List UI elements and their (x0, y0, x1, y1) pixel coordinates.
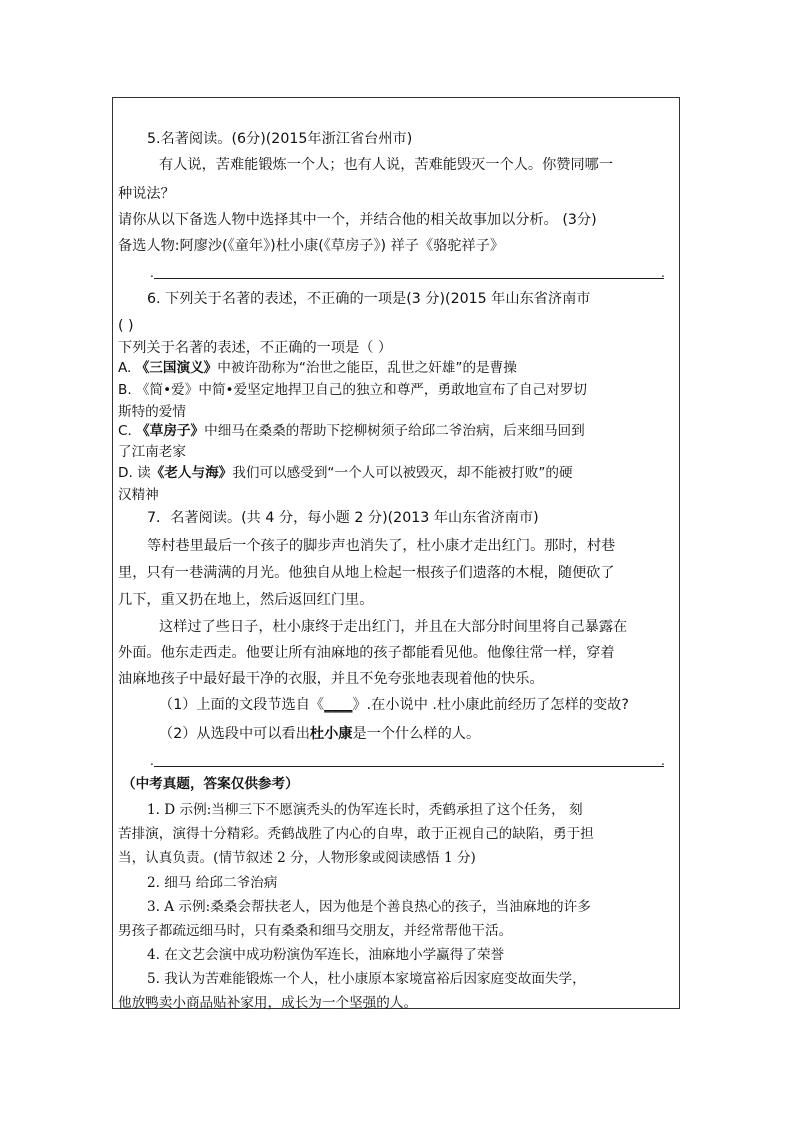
q7-passage: 这样过了些日子，杜小康终于走出红门，并且在大部分时间里将自己暴露在 (159, 619, 628, 635)
answer-3: 男孩子都疏远细马时，只有桑桑和细马交朋友，并经常帮他干活。 (118, 923, 513, 939)
answer-line[interactable] (154, 278, 664, 279)
q5-title: 5.名著阅读。(6分)(2015年浙江省台州市) (147, 131, 413, 147)
q6-stem: 下列关于名著的表述，不正确的一项是（ ） (118, 340, 393, 356)
q6-option-d: D. 读《老人与海》我们可以感受到“一个人可以被毁灭，却不能被打败”的硬 (118, 465, 573, 481)
q6-title: 6. 下列关于名著的表述，不正确的一项是(3 分)(2015 年山东省济南市 (147, 291, 591, 307)
q7-passage: 外面。他东走西走。他要让所有油麻地的孩子都能看见他。他像往常一样，穿着 (118, 645, 615, 661)
answer-2: 2. 细马 给邱二爷治病 (147, 875, 278, 891)
answer-1: 当，认真负责。(情节叙述 2 分，人物形象或阅读感悟 1 分) (118, 850, 476, 866)
answer-line-dot: . (150, 266, 154, 280)
answer-line[interactable] (154, 766, 664, 767)
q6-option-a: A. 《三国演义》中被许劭称为“治世之能臣，乱世之奸雄”的是曹操 (118, 360, 517, 376)
answer-1: 苦排演，演得十分精彩。秃鹤战胜了内心的自卑，敢于正视自己的缺陷，勇于担 (118, 826, 594, 842)
answer-line-dot: . (150, 754, 154, 768)
q6-paren: ( ) (118, 318, 134, 334)
q7-sub-question-1: （1）上面的文段节选自《____》.在小说中 .杜小康此前经历了怎样的变故? (159, 697, 629, 713)
q6-option-d: 汉精神 (118, 487, 159, 503)
q5-line: 种说法？ (118, 186, 175, 202)
q7-passage: 油麻地孩子中最好最干净的衣服，并且不免夸张地表现着他的快乐。 (118, 671, 544, 687)
q7-passage: 里，只有一巷满满的月光。他独自从地上检起一根孩子们遗落的木棍，随便砍了 (118, 565, 615, 581)
q5-line: 请你从以下备选人物中选择其中一个，并结合他的相关故事加以分析。 (3分) (118, 212, 597, 228)
answer-5: 他放鸭卖小商品贴补家用，成长为一个坚强的人。 (118, 995, 418, 1011)
q6-option-c: 了江南老家 (118, 444, 186, 460)
q6-option-b: 斯特的爱情 (118, 404, 186, 420)
answer-line-dot: . (661, 754, 665, 768)
answers-header: （中考真题，答案仅供参考） (122, 776, 299, 792)
q7-title: 7．名著阅读。(共 4 分，每小题 2 分)(2013 年山东省济南市) (147, 510, 539, 526)
q6-option-c: C. 《草房子》中细马在桑桑的帮助下挖柳树须子给邱二爷治病，后来细马回到 (118, 423, 585, 439)
answer-5: 5. 我认为苦难能锻炼一个人，杜小康原本家境富裕后因家庭变故面失学， (147, 971, 586, 987)
answer-3: 3. A 示例:桑桑会帮扶老人，因为他是个善良热心的孩子，当油麻地的许多 (147, 899, 591, 915)
answer-line-dot: . (661, 266, 665, 280)
q7-sub-question-2: （2）从选段中可以看出杜小康是一个什么样的人。 (159, 726, 481, 742)
fill-in-blank[interactable]: ____ (324, 697, 353, 713)
q5-line: 备选人物:阿廖沙(《童年》)杜小康(《草房子》) 祥子《骆驼祥子》 (118, 238, 505, 254)
q7-passage: 几下，重又扔在地上，然后返回红门里。 (118, 592, 374, 608)
answer-4: 4. 在文艺会演中成功粉演伪军连长，油麻地小学赢得了荣誉 (147, 947, 505, 963)
q7-passage: 等村巷里最后一个孩子的脚步声也消失了，杜小康才走出红门。那时，村巷 (147, 538, 616, 554)
answer-1: 1. D 示例:当柳三下不愿演秃头的伪军连长时，秃鹤承担了这个任务， 刻 (147, 802, 583, 818)
q5-line: 有人说，苦难能锻炼一个人；也有人说，苦难能毁灭一个人。你赞同哪一 (159, 157, 614, 173)
q6-option-b: B. 《简•爱》中简•爱坚定地捍卫自己的独立和尊严，勇敢地宣布了自己对罗切 (118, 382, 588, 398)
